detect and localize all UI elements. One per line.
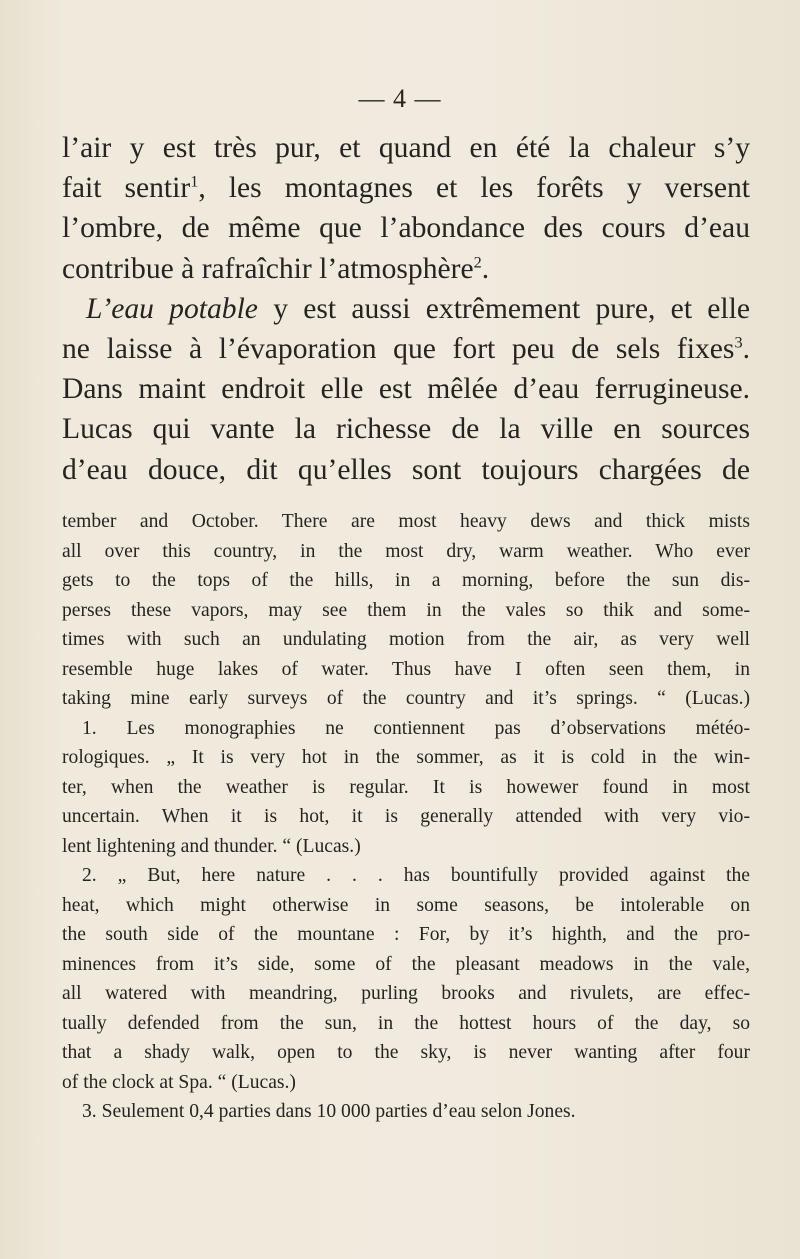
footnote-line: the south side of the mountane : For, by it’s highth, and the pro- (62, 924, 750, 945)
footnote-line: of the clock at Spa. “ (Lucas.) (62, 1071, 296, 1093)
footnote-line: lent lightening and thunder. “ (Lucas.) (62, 835, 361, 857)
footnote-line: perses these vapors, may see them in the vales so thik and some- (62, 599, 750, 621)
footnote-2-start: 2. „ But, here nature . . . has bountifully provided against the (82, 865, 750, 886)
footnote-line: all over this country, in the most dry, warm weather. Who ever (62, 540, 750, 562)
italic-term: L’eau potable (86, 292, 258, 325)
footnote-line: times with such an undulating motion from the air, as very well (62, 629, 750, 650)
page-number: — 4 — (358, 84, 442, 113)
text-line: l’air y est très pur, et quand en été la chaleur s’y (62, 132, 750, 164)
footnote-line: heat, which might otherwise in some seasons, be intolerable on (62, 894, 750, 916)
main-text (62, 128, 750, 490)
footnote-ref-2[interactable]: 2 (473, 252, 482, 272)
footnote-line: gets to the tops of the hills, in a morning, before the sun dis- (62, 570, 750, 591)
footnote-line: ter, when the weather is regular. It is howewer found in most (62, 776, 750, 798)
footnote-line: all watered with meandring, purling brooks and rivulets, are effec- (62, 983, 750, 1004)
text-line: l’ombre, de même que l’abondance des cours d’eau (62, 212, 750, 245)
footnote-1-start: 1. Les monographies ne contiennent pas d’observations météo- (82, 717, 750, 739)
text-line: fait sentir$^1$, les montagnes et les forêts y versent (62, 171, 750, 205)
footnote-3-start: 3. Seulement 0,4 parties dans 10 000 parties d’eau selon Jones. (82, 1101, 576, 1122)
footnote-line: tember and October. There are most heavy dews and thick mists (62, 511, 750, 532)
paragraph-2 (62, 289, 750, 490)
text-line: d’eau douce, dit qu’elles sont toujours chargées de (62, 453, 750, 486)
footnote-line: taking mine early surveys of the country and it’s springs. “ (Lucas.) (62, 688, 750, 709)
footnote-line: rologiques. „ It is very hot in the sommer, as it is cold in the win- (62, 747, 750, 768)
text-line: contribue à rafraîchir l’atmosphère$^2$. (62, 252, 490, 285)
footnote-line: that a shady walk, open to the sky, is never wanting after four (62, 1042, 750, 1063)
footnote-line: uncertain. When it is hot, it is generally attended with very vio- (62, 806, 750, 827)
footnote-ref-1[interactable]: 1 (190, 171, 199, 191)
footnote-ref-3[interactable]: 3 (734, 332, 743, 352)
footnotes (62, 507, 750, 1127)
text-line: Lucas qui vante la richesse de la ville en sources (62, 413, 750, 446)
text-line: Dans maint endroit elle est mêlée d’eau ferrugineuse. (62, 373, 750, 406)
footnote-line: minences from it’s side, some of the pleasant meadows in the vale, (62, 953, 750, 975)
text-line: ne laisse à l’évaporation que fort peu de sels fixes$^3$. (62, 332, 750, 366)
paragraph-1 (62, 128, 750, 289)
footnote-line: resemble huge lakes of water. Thus have I often seen them, in (62, 658, 750, 680)
footnote-line: tually defended from the sun, in the hottest hours of the day, so (62, 1012, 750, 1034)
text-line: L’eau potable y est aussi extrêmement pure, et elle (86, 292, 750, 325)
